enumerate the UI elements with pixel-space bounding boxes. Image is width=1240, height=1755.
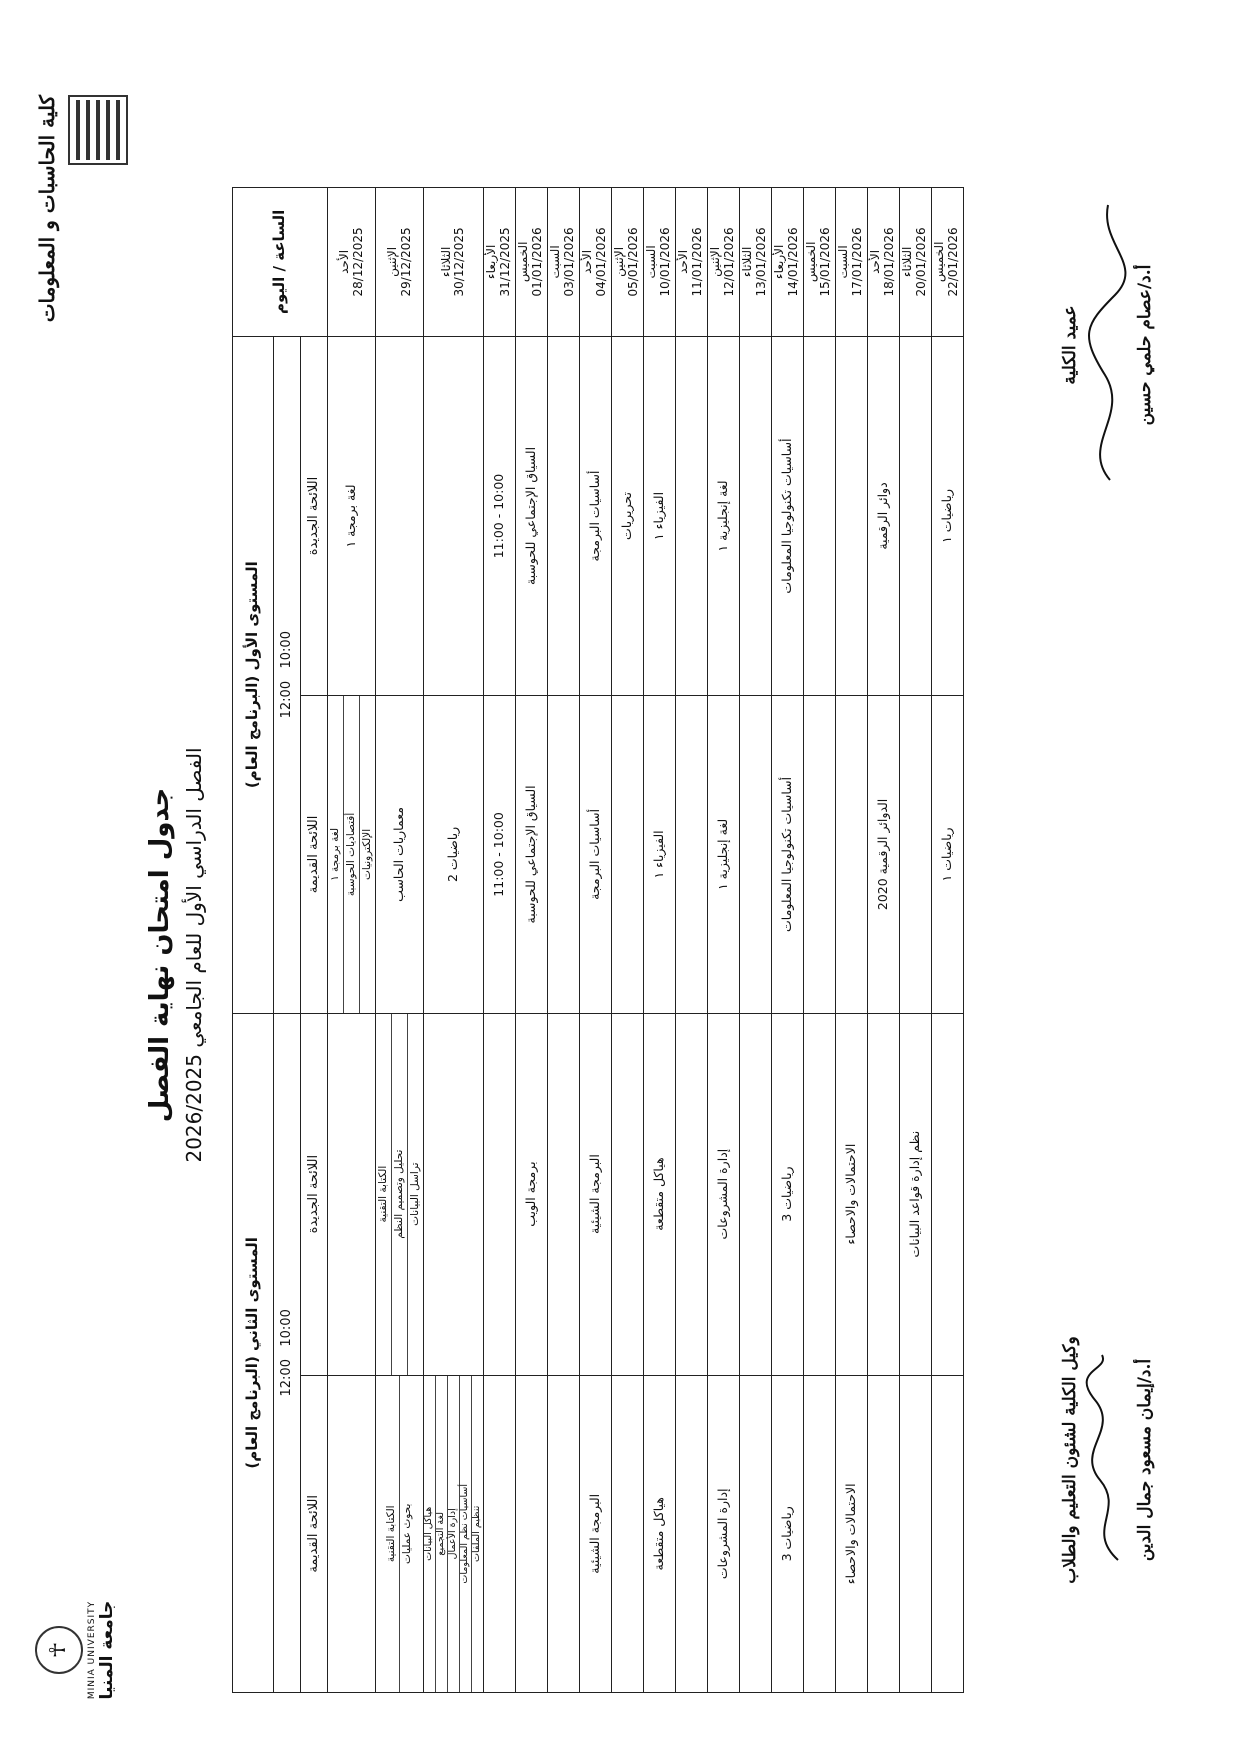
- exam-cell-l1o: أساسيات البرمجة: [579, 696, 611, 1013]
- table-row: [707, 188, 739, 1693]
- exam-cell-l2o: [675, 1375, 707, 1692]
- table-row: [835, 188, 867, 1693]
- table-row: [771, 188, 803, 1693]
- exam-cell-l2n: هياكل متقطعة: [643, 1013, 675, 1375]
- exam-cell-l2o: [483, 1375, 515, 1692]
- exam-cell-l1n: لغة برمجة ١: [328, 336, 376, 696]
- exam-cell-l2n: [376, 1013, 424, 1375]
- exam-cell-l2o: [424, 1375, 484, 1692]
- exam-cell-l2n: رياضيات 3: [771, 1013, 803, 1375]
- table-row: [643, 188, 675, 1693]
- exam-subject: أقتصاديات الحوسبة: [344, 696, 360, 1012]
- exam-subject: الكتابة التقنية: [376, 1014, 392, 1375]
- date-value: 03/01/2026: [562, 227, 577, 297]
- date-value: 04/01/2026: [594, 227, 609, 297]
- exam-cell-l1n: [803, 336, 835, 696]
- exam-cell-l1n: السياق الإجتماعي للحوسبة: [515, 336, 547, 696]
- dean-signature-block: [1060, 135, 1155, 555]
- l2-new-regulation-header: اللائحة الجديدة: [301, 1013, 328, 1375]
- date-cell: [547, 188, 579, 337]
- exam-cell-l2o: [931, 1375, 963, 1692]
- exam-cell-l1o: [803, 696, 835, 1013]
- exam-cell-l1o: [739, 696, 771, 1013]
- date-cell: [376, 188, 424, 337]
- exam-cell-l1n: أساسيات البرمجة: [579, 336, 611, 696]
- exam-cell-l1n: 10:00 - 11:00: [483, 336, 515, 696]
- table-row: [899, 188, 931, 1693]
- date-value: 17/01/2026: [850, 227, 865, 297]
- exam-cell-l1n: لغة إنجليزية ١: [707, 336, 739, 696]
- day-name: السبت: [644, 245, 659, 279]
- university-logo: [35, 1575, 117, 1725]
- date-value: 14/01/2026: [786, 227, 801, 297]
- day-name: الثلاثاء: [438, 246, 453, 278]
- date-cell: [867, 188, 899, 337]
- exam-cell-l1n: [424, 336, 484, 696]
- date-cell: [328, 188, 376, 337]
- date-value: 28/12/2025: [350, 227, 365, 297]
- exam-cell-l2o: [547, 1375, 579, 1692]
- exam-cell-l1o: السياق الإجتماعي للحوسبة: [515, 696, 547, 1013]
- table-row: [579, 188, 611, 1693]
- exam-cell-l2o: [328, 1375, 376, 1692]
- day-name: الإثنين: [612, 246, 627, 277]
- exam-cell-l1o: [547, 696, 579, 1013]
- exam-cell-l1n: [376, 336, 424, 696]
- date-value: 13/01/2026: [754, 227, 769, 297]
- date-value: 05/01/2026: [626, 227, 641, 297]
- exam-subject: الإلكترونيات: [361, 828, 374, 880]
- l1-old-regulation-header: اللائحة القديمة: [301, 696, 328, 1013]
- day-name: الخميس: [804, 241, 819, 283]
- dean-signature: [1080, 195, 1130, 495]
- date-column-header: الساعة / اليوم: [233, 188, 328, 337]
- exam-cell-l2n: إدارة المشروعات: [707, 1013, 739, 1375]
- faculty-logo: [68, 95, 128, 165]
- exam-cell-l1n: تحريريات: [611, 336, 643, 696]
- day-name: الإثنين: [384, 246, 399, 277]
- exam-subject: تنظيم الملفات: [470, 1505, 482, 1562]
- date-cell: [771, 188, 803, 337]
- exam-cell-l2o: رياضيات 3: [771, 1375, 803, 1692]
- exam-cell-l2o: [867, 1375, 899, 1692]
- exam-cell-l1o: [611, 696, 643, 1013]
- vice-dean-title: وكيل الكلية لشئون التعليم والطلاب: [1060, 1336, 1080, 1584]
- faculty-name: كلية الحاسبات و المعلومات: [35, 95, 59, 323]
- exam-cell-l1n: دوائر الرقمية: [867, 336, 899, 696]
- university-emblem-icon: ☥: [35, 1626, 83, 1674]
- exam-cell-l1n: [739, 336, 771, 696]
- day-name: الأربعاء: [772, 244, 787, 280]
- exam-cell-l2n: [931, 1013, 963, 1375]
- exam-cell-l2n: [424, 1013, 484, 1375]
- exam-cell-l1n: الفيزياء ١: [643, 336, 675, 696]
- date-cell: [803, 188, 835, 337]
- exam-subject: إدارة الأعمال: [447, 1376, 459, 1692]
- day-name: الأحد: [580, 249, 595, 274]
- date-cell: [579, 188, 611, 337]
- l2-old-regulation-header: اللائحة القديمة: [301, 1375, 328, 1692]
- exam-cell-l2n: نظم إدارة قواعد البيانات: [899, 1013, 931, 1375]
- date-cell: [643, 188, 675, 337]
- exam-cell-l2o: [899, 1375, 931, 1692]
- exam-cell-l2o: الاحتمالات والاحصاء: [835, 1375, 867, 1692]
- date-cell: [835, 188, 867, 337]
- day-name: الخميس: [516, 241, 531, 283]
- day-name: السبت: [548, 245, 563, 279]
- date-value: 31/12/2025: [498, 227, 513, 297]
- table-row: [328, 188, 376, 1693]
- date-cell: [483, 188, 515, 337]
- date-value: 20/01/2026: [914, 227, 929, 297]
- page-title: جدول امتحان نهاية الفصل: [145, 787, 175, 1123]
- date-cell: [611, 188, 643, 337]
- exam-cell-l2o: البرمجة الشيئية: [579, 1375, 611, 1692]
- exam-cell-l2n: [328, 1013, 376, 1375]
- table-row: [867, 188, 899, 1693]
- exam-subject: تحليل وتصميم النظم: [392, 1014, 408, 1375]
- level-1-header: المستوى الأول (البرنامج العام): [233, 336, 274, 1013]
- exam-cell-l2o: هياكل متقطعة: [643, 1375, 675, 1692]
- exam-cell-l2n: [483, 1013, 515, 1375]
- day-name: الخميس: [932, 241, 947, 283]
- day-name: الأحد: [868, 249, 883, 274]
- day-name: السبت: [836, 245, 851, 279]
- exam-subject: لغة برمجة ١: [328, 696, 344, 1012]
- exam-cell-l2n: الاحتمالات والاحصاء: [835, 1013, 867, 1375]
- exam-cell-l2n: [547, 1013, 579, 1375]
- exam-cell-l1o: 10:00 - 11:00: [483, 696, 515, 1013]
- exam-cell-l1o: أساسيات تكنولوجيا المعلومات: [771, 696, 803, 1013]
- table-row: [931, 188, 963, 1693]
- table-row: [611, 188, 643, 1693]
- exam-cell-l1o: [328, 696, 376, 1013]
- exam-cell-l1o: معماريات الحاسب: [376, 696, 424, 1013]
- date-cell: [675, 188, 707, 337]
- exam-cell-l1n: أساسيات تكنولوجيا المعلومات: [771, 336, 803, 696]
- exam-cell-l2n: [739, 1013, 771, 1375]
- exam-cell-l1o: الدوائر الرقمية 2020: [867, 696, 899, 1013]
- dean-name: أ.د/عصام حلمي حسين: [1135, 264, 1155, 426]
- exam-subject: تراسل البيانات: [409, 1162, 422, 1226]
- exam-cell-l1o: رياضيات 2: [424, 696, 484, 1013]
- day-name: الأحد: [336, 249, 351, 274]
- date-value: 10/01/2026: [658, 227, 673, 297]
- exam-cell-l1n: [899, 336, 931, 696]
- exam-subject: هياكل البيانات: [424, 1376, 435, 1692]
- date-cell: [515, 188, 547, 337]
- date-value: 22/01/2026: [946, 227, 961, 297]
- schedule-body: [328, 188, 964, 1693]
- date-value: 11/01/2026: [690, 227, 705, 297]
- table-row: [483, 188, 515, 1693]
- exam-cell-l1o: [675, 696, 707, 1013]
- table-row: [376, 188, 424, 1693]
- exam-cell-l1o: رياضيات ١: [931, 696, 963, 1013]
- exam-cell-l1o: [835, 696, 867, 1013]
- table-row: [803, 188, 835, 1693]
- exam-cell-l2o: [803, 1375, 835, 1692]
- vice-dean-name: أ.د/إيمان مسعود جمال الدين: [1135, 1358, 1155, 1562]
- exam-subject: لغة التجميع: [435, 1376, 447, 1692]
- exam-cell-l1o: لغة إنجليزية ١: [707, 696, 739, 1013]
- table-row: [547, 188, 579, 1693]
- exam-cell-l1n: [547, 336, 579, 696]
- exam-cell-l2o: [739, 1375, 771, 1692]
- date-cell: [739, 188, 771, 337]
- exam-subject: أساسيات نظم المعلومات: [459, 1376, 471, 1692]
- date-value: 29/12/2025: [398, 227, 413, 297]
- level-2-time: 10:00 12:00: [274, 1013, 301, 1692]
- exam-cell-l2o: [515, 1375, 547, 1692]
- day-name: الأحد: [676, 249, 691, 274]
- exam-cell-l2n: [867, 1013, 899, 1375]
- table-row: [739, 188, 771, 1693]
- date-value: 30/12/2025: [452, 227, 467, 297]
- date-cell: [931, 188, 963, 337]
- exam-cell-l1n: رياضيات ١: [931, 336, 963, 696]
- dean-title: عميد الكلية: [1060, 305, 1080, 385]
- exam-subject: بحوث عمليات: [401, 1503, 414, 1565]
- date-cell: [899, 188, 931, 337]
- date-value: 15/01/2026: [818, 227, 833, 297]
- day-name: الثلاثاء: [740, 246, 755, 278]
- day-name: الثلاثاء: [900, 246, 915, 278]
- university-name-en: MINIA UNIVERSITY: [87, 1600, 97, 1700]
- date-value: 12/01/2026: [722, 227, 737, 297]
- vice-dean-signature: [1080, 1350, 1130, 1570]
- exam-cell-l2n: [803, 1013, 835, 1375]
- table-row: [515, 188, 547, 1693]
- day-name: الإثنين: [708, 246, 723, 277]
- exam-cell-l2n: [611, 1013, 643, 1375]
- table-row: [424, 188, 484, 1693]
- exam-cell-l2o: [376, 1375, 424, 1692]
- level-1-time: 10:00 12:00: [274, 336, 301, 1013]
- university-name-ar: جامعة المنيا: [97, 1600, 117, 1700]
- date-cell: [707, 188, 739, 337]
- exam-cell-l1o: الفيزياء ١: [643, 696, 675, 1013]
- exam-cell-l2n: البرمجة الشيئية: [579, 1013, 611, 1375]
- exam-cell-l1n: [675, 336, 707, 696]
- exam-cell-l1o: [899, 696, 931, 1013]
- date-value: 18/01/2026: [882, 227, 897, 297]
- table-row: [675, 188, 707, 1693]
- page-subtitle: الفصل الدراسي الأول للعام الجامعي 2026/2025: [182, 747, 206, 1163]
- exam-cell-l2n: [675, 1013, 707, 1375]
- exam-schedule-table: [232, 187, 964, 1693]
- l1-new-regulation-header: اللائحة الجديدة: [301, 336, 328, 696]
- exam-subject: الكتابة التقنية: [384, 1376, 400, 1692]
- exam-cell-l2o: إدارة المشروعات: [707, 1375, 739, 1692]
- level-2-header: المستوى الثاني (البرنامج العام): [233, 1013, 274, 1692]
- exam-cell-l2o: [611, 1375, 643, 1692]
- exam-cell-l1n: [835, 336, 867, 696]
- exam-cell-l2n: برمجة الويب: [515, 1013, 547, 1375]
- date-cell: [424, 188, 484, 337]
- date-value: 01/01/2026: [530, 227, 545, 297]
- vice-dean-signature-block: [1060, 1270, 1155, 1650]
- day-name: الأربعاء: [484, 244, 499, 280]
